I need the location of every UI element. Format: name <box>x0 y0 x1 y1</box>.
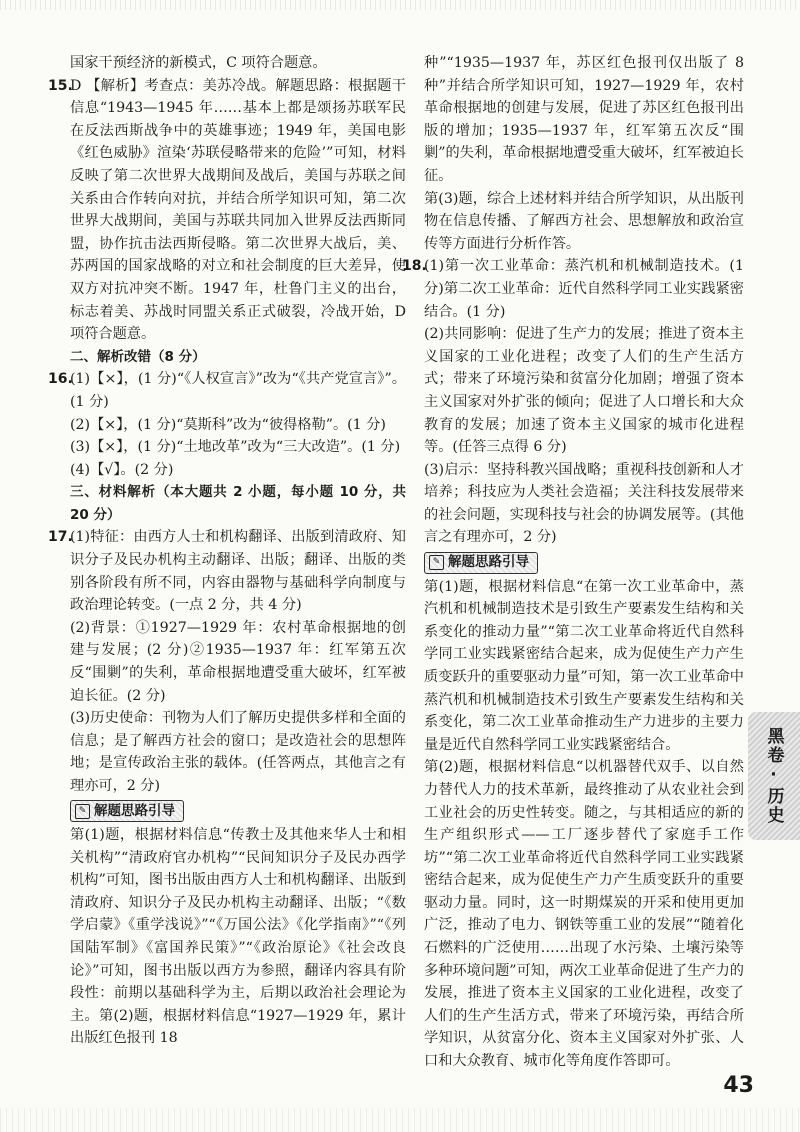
left-column <box>48 52 406 1050</box>
solution-guide-badge-17 <box>70 800 184 822</box>
answer-18-1-text: (1)第一次工业革命：蒸汽机和机械制造技术。(1 分)第二次工业革命：近代自然科学同工业实践紧密结合。(1 分) <box>424 258 744 320</box>
right-column <box>402 52 744 1073</box>
guide-17-cont: 种”“1935—1937 年，苏区红色报刊仅出版了 8 种”并结合所学知识可知，1927—1929 年，农村革命根据地的创建与发展，促进了苏区红色报刊出版的增加；1935—1937 年，红军第五次反“围剿”的失利，革命根据地遭受重大破坏，红军被迫长征。 <box>424 55 744 184</box>
answer-17-2: (2)背景：①1927—1929 年：农村革命根据地的创建与发展；(2 分)②1935—1937 年：红军第五次反“围剿”的失利，革命根据地遭受重大破坏，红军被迫长征。(2 分) <box>70 619 406 704</box>
scan-edge-bottom <box>0 1108 800 1132</box>
solution-guide-label: 解题思路引导 <box>94 802 175 819</box>
answer-15 <box>48 75 406 346</box>
answer-18-1 <box>402 255 744 323</box>
question-number-18: 18. <box>402 258 427 275</box>
answer-16-3: (3)【×】，(1 分)“土地改革”改为“三大改造”。(1 分) <box>70 439 401 456</box>
answer-17-3: (3)历史使命：刊物为人们了解历史提供多样和全面的信息；是了解西方社会的窗口；是改造社会的思想阵地；是宣传政治主张的载体。(任答两点，其他言之有理亦可，2 分) <box>70 710 406 794</box>
pencil-note-icon: ✎ <box>429 555 444 570</box>
side-tab: 黑卷·历史 <box>748 712 800 840</box>
page-number: 43 <box>723 1073 754 1098</box>
solution-guide-badge-18 <box>424 552 538 574</box>
answer-17-1-text: (1)特征：由西方人士和机构翻译、出版到清政府、知识分子及民办机构主动翻译、出版；翻译、出版的类别各阶段有所不同，内容由器物与基础科学向制度与政治理论转变。(一点 2 分，共 4 分) <box>70 529 406 614</box>
scan-edge-top <box>0 0 800 10</box>
answer-16-1-text: (1)【×】，(1 分)“《人权宣言》”改为“《共产党宣言》”。(1 分) <box>70 371 406 410</box>
guide-18-part2: 第(2)题，根据材料信息“以机器替代双手、以自然力替代人力的技术革新，最终推动了从农业社会到工业社会的历史性转变。随之，与其相适应的新的生产组织形式——工厂逐步替代了家庭手工作坊”“第二次工业革命将近代自然科学同工业实践紧密结合起来，成为促使生产力产生质变跃升的重要驱动力量。同时，这一时期煤炭的开采和使用更加广泛，推动了电力、钢铁等重工业的发展”“随着化石燃料的广泛使用……出现了水污染、土壤污染等多种环境问题”可知，两次工业革命促进了生产力的发展，推进了资本主义国家的工业化进程，改变了人们的生产生活方式，带来了环境污染，再结合所学知识，从贫富分化、资本主义国家对外扩张、人口和大众教育、城市化等角度作答即可。 <box>424 759 744 1070</box>
pencil-note-icon: ✎ <box>75 804 90 819</box>
section-2-heading: 二、解析改错（8 分） <box>70 348 206 365</box>
answer-18-3: (3)启示：坚持科教兴国战略；重视科技创新和人才培养；科技应为人类社会造福；关注科技发展带来的社会问题，实现科技与社会的协调发展等。(其他言之有理亦可，2 分) <box>424 461 744 546</box>
answer-17-1 <box>48 526 406 616</box>
section-3-heading: 三、材料解析（本大题共 2 小题，每小题 10 分，共 20 分） <box>70 484 406 523</box>
answer-16-1 <box>48 368 406 413</box>
answer-15-text: D 【解析】考查点：美苏冷战。解题思路：根据题干信息“1943—1945 年……基本上都是颂扬苏联军民在反法西斯战争中的英雄事迹；1949 年，美国电影《红色威胁》渲染‘苏联侵略带来的危险’”可知，材料反映了第二次世界大战期间及战后，美国与苏联之间关系由合作转向对抗，并结合所学知识可知，第二次世界大战期间，美国与苏联共同加入世界反法西斯同盟，协作抗击法西斯侵略。第二次世界大战后，美、苏两国的国家战略的对立和社会制度的巨大差异，使双方对抗冲突不断。1947 年，杜鲁门主义的出台，标志着美、苏战时同盟关系正式破裂，冷战开始，D 项符合题意。 <box>70 77 406 343</box>
solution-guide-label: 解题思路引导 <box>448 554 529 571</box>
answer-16-4: (4)【√】。(2 分) <box>70 461 174 478</box>
answer-18-2: (2)共同影响：促进了生产力的发展；推进了资本主义国家的工业化进程；改变了人们的生产生活方式；带来了环境污染和贫富分化加剧；增强了资本主义国家对外扩张的倾向；促进了人口增长和大众教育的发展；加速了资本主义国家的城市化进程等。(任答三点得 6 分) <box>424 326 744 456</box>
guide-17: 第(1)题，根据材料信息“传教士及其他来华人士和相关机构”“清政府官办机构”“民间知识分子及民办西学机构”可知，图书出版由西方人士和机构翻译、出版到清政府、知识分子及民办机构主动翻译、出版；“《数学启蒙》《重学浅说》”“《万国公法》《化学指南》”“《列国陆军制》《富国养民策》”“《政治原论》《社会改良论》”可知，图书出版以西方为参照，翻译内容具有阶段性：前期以基础科学为主，后期以政治社会理论为主。第(2)题，根据材料信息“1927—1929 年，累计出版红色报刊 18 <box>70 827 406 1047</box>
answer-16-2: (2)【×】，(1 分)“莫斯科”改为“彼得格勒”。(1 分) <box>70 416 386 433</box>
guide-17-part3: 第(3)题，综合上述材料并结合所学知识，从出版刊物在信息传播、了解西方社会、思想解放和政治宣传等方面进行分析作答。 <box>424 190 744 252</box>
question-number-17: 17. <box>48 529 73 546</box>
question-number-15: 15. <box>48 77 73 94</box>
question-number-16: 16. <box>48 371 73 388</box>
guide-18-part1: 第(1)题，根据材料信息“在第一次工业革命中，蒸汽机和机械制造技术是引致生产要素发生结构和关系变化的推动力量”“第二次工业革命将近代自然科学同工业实践紧密结合起来，成为促使生产力产生质变跃升的重要驱动力量”可知，第一次工业革命中蒸汽机和机械制造技术引致生产要素发生结构和关系变化，第二次工业革命推动生产力进步的主要力量是近代自然科学同工业实践紧密结合。 <box>424 578 744 753</box>
answer-14-end: 国家干预经济的新模式，C 项符合题意。 <box>70 55 327 71</box>
